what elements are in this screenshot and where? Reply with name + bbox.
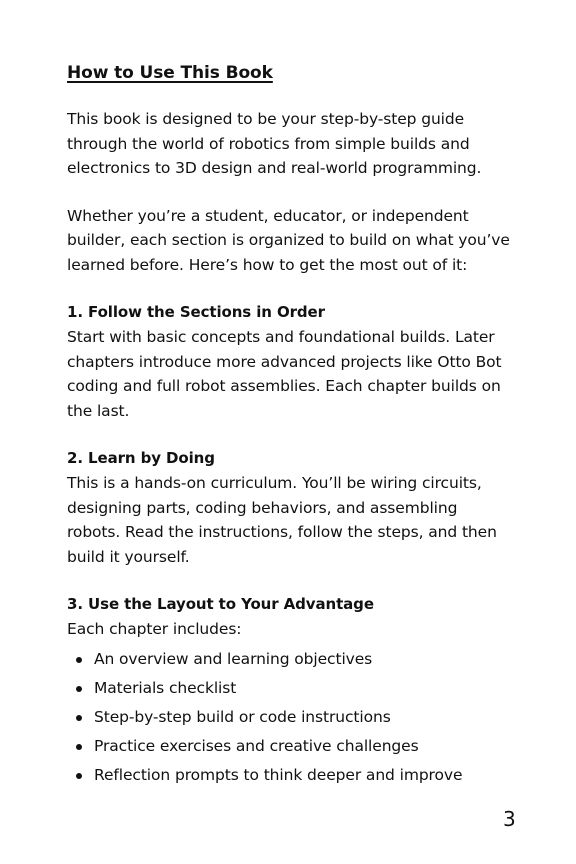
section-body: Start with basic concepts and foundational builds. Later chapters introduce more advanced projects like Otto Bot coding and full robot assemblies. Each chapter builds on the last. [67, 328, 502, 420]
list-item-text: Reflection prompts to think deeper and improve [94, 765, 463, 784]
section-learn-by-doing [67, 446, 515, 569]
section-body: Each chapter includes: [67, 620, 242, 638]
section-heading: 2. Learn by Doing [67, 449, 215, 467]
section-use-layout [67, 592, 515, 790]
list-item-text: Practice exercises and creative challenges [94, 736, 419, 755]
list-item [67, 732, 515, 761]
section-heading: 3. Use the Layout to Your Advantage [67, 595, 374, 613]
bullet-icon [76, 773, 82, 779]
intro-paragraph-2: Whether you’re a student, educator, or independent builder, each section is organized to build on what you’ve learned before. Here’s how to get the most out of it: [67, 206, 510, 274]
page-title: How to Use This Book [67, 63, 273, 83]
bullet-icon [76, 686, 82, 692]
section-follow-order [67, 300, 515, 423]
list-item [67, 761, 515, 790]
list-item [67, 703, 515, 732]
section-body: This is a hands-on curriculum. You’ll be wiring circuits, designing parts, coding behaviors, and assembling robots. Read the instructions, follow the steps, and then build it yourself. [67, 474, 497, 566]
chapter-includes-list [67, 645, 515, 790]
bullet-icon [76, 744, 82, 750]
page-number: 3 [503, 807, 516, 831]
bullet-icon [76, 657, 82, 663]
section-heading: 1. Follow the Sections in Order [67, 303, 325, 321]
list-item [67, 645, 515, 674]
list-item-text: Materials checklist [94, 678, 237, 697]
list-item-text: Step-by-step build or code instructions [94, 707, 391, 726]
intro-paragraph-1: This book is designed to be your step-by-step guide through the world of robotics from simple builds and electronics to 3D design and real-world programming. [67, 110, 482, 177]
list-item-text: An overview and learning objectives [94, 649, 373, 668]
page-content [67, 61, 515, 790]
bullet-icon [76, 715, 82, 721]
list-item [67, 674, 515, 703]
